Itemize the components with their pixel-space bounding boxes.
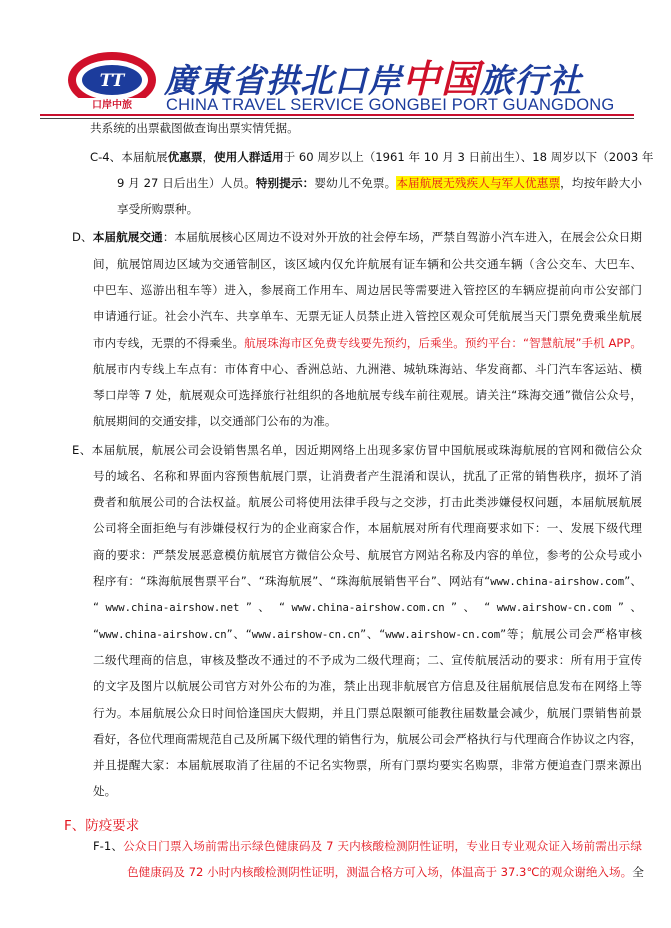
text-line: 并且提醒大家：本届航展取消了往届的不记名实物票，所有门票均要实名购票，非常方便追查门票来源出 — [93, 758, 642, 772]
text-line — [117, 175, 642, 191]
text-line: 看好，各位代理商需规范自己及所属下级代理的销售行为，航展公司会严格执行与代理商合作协议之内容， — [93, 732, 642, 746]
text-line: 航展市内专线上车点有：市体育中心、香洲总站、九洲港、城轨珠海站、华发商都、斗门汽车客运站、横 — [93, 362, 642, 376]
text-line — [93, 335, 642, 351]
text-run: ，均按年龄大小 — [560, 176, 642, 190]
letterhead — [0, 0, 671, 118]
text-line: 享受所购票种。 — [117, 202, 199, 216]
red-notice: 色健康码及 72 小时内核酸检测阴性证明，测温合格方可入场，体温高于 37.3℃的观众谢绝入场。 — [127, 865, 633, 879]
text-line: 费者和航展公司的合法权益。航展公司将使用法律手段与之交涉，打击此类涉嫌侵权问题，本届航展航展 — [93, 495, 642, 509]
text-run: ”、“ — [360, 627, 386, 641]
item-f1 — [93, 838, 642, 854]
text-run: 婴幼儿不免票。 — [314, 176, 397, 190]
red-notice: 公众日门票入场前需出示绿色健康码及 7 天内核酸检测阴性证明，专业日专业观众证入场前需出示绿 — [123, 839, 642, 853]
url-text: www.airshow-cn.com — [496, 602, 612, 614]
text-line: 航展期间的交通安排，以交通部门公布的为准。 — [93, 414, 337, 428]
text-line: 行为。本届航展公众日时间恰逢国庆大假期，并且门票总限额可能教往届数量会减少，航展门票销售前景 — [93, 706, 642, 720]
url-text: www.china-airshow.com — [490, 576, 625, 588]
header-rule-red — [40, 114, 634, 116]
company-name-cn — [164, 48, 582, 103]
text-run: 市内专线，无票的不得乘坐。 — [93, 336, 245, 350]
text-run: ”、“ — [226, 627, 252, 641]
brand-part-a: 廣東省拱北口岸 — [164, 61, 402, 100]
brand-part-b: 中国 — [402, 56, 481, 101]
text-run: F-1、 — [93, 839, 124, 853]
text-line — [127, 864, 642, 880]
text-run: 优惠票 — [167, 150, 203, 164]
text-run: ” 、 “ — [239, 600, 292, 614]
text-line: 中巴车、巡游出租车等）进入，参展商工作用车、周边居民等需要进入管控区的车辆应提前向市公安部门 — [93, 283, 642, 297]
text-run: 程序有：“珠海航展售票平台”、“珠海航展”、“珠海航展销售平台”、网站有“ — [93, 574, 491, 588]
company-logo — [64, 44, 160, 114]
url-text: www.china-airshow.com.cn — [291, 602, 445, 614]
text-run: 全 — [632, 865, 644, 879]
text-line: 间，航展馆周边区域为交通管制区，该区域内仅允许航展有证车辆和公共交通车辆（含公交车、大巴车、 — [93, 257, 642, 271]
highlighted-notice: 本届航展无残疾人与军人优惠票 — [396, 176, 561, 190]
text-line: 商的要求：严禁发展恶意模仿航展官方微信公众号、航展官方网站名称及内容的单位，参考的公众号或小 — [93, 548, 642, 562]
text-line — [93, 626, 642, 643]
text-line: 二级代理商的信息，审核及整改不通过的不予成为二级代理商；二、宣传航展活动的要求：所有用于宣传 — [93, 653, 642, 667]
text-run: 本届航展交通 — [92, 230, 163, 244]
text-line: 号的域名、名称和界面内容预售航展门票，让消费者产生混淆和误认，扰乱了正常的销售秩序，损坏了消 — [93, 469, 642, 483]
brand-part-c: 旅行社 — [480, 61, 583, 100]
text-run: “ — [93, 627, 100, 641]
company-name-en: CHINA TRAVEL SERVICE GONGBEI PORT GUANGDONG — [166, 96, 615, 114]
text-line: 共系统的出票截图做查询出票实情凭据。 — [90, 121, 299, 135]
text-line: 琴口岸等 7 处，航展观众可选择旅行社组织的各地航展专线车前往观展。请关注“珠海交通”微信公众号， — [93, 388, 642, 402]
text-line — [93, 573, 642, 590]
url-text: www.airshow-cn.com — [385, 629, 501, 641]
text-line — [93, 599, 642, 616]
red-notice: 航展珠海市区免费专线要先预约，后乘坐。预约平台：“智慧航展”手机 APP。 — [244, 336, 642, 350]
text-run: ” 、 — [611, 600, 642, 614]
logo-sub-text: 口岸中旅 — [92, 100, 132, 111]
section-title-f: F、防疫要求 — [64, 818, 140, 834]
url-text: www.airshow-cn.cn — [251, 629, 361, 641]
text-run: ”、 — [624, 574, 642, 588]
text-run: 特别提示： — [255, 176, 315, 190]
text-run: 于 60 周岁以上（1961 年 10 月 3 日前出生）、18 周岁以下（2003 年 — [283, 150, 654, 164]
text-run: 使用人群适用 — [214, 150, 284, 164]
item-d — [72, 229, 642, 245]
logo-mark-text: TT — [99, 71, 125, 91]
text-run: ：本届航展核心区周边不设对外开放的社会停车场，严禁自驾游小汽车进入，在展会公众日期 — [162, 230, 642, 244]
text-run: D、 — [72, 230, 93, 244]
text-run: ”等；航展公司会严格审核 — [500, 627, 643, 641]
text-run: C-4、本届航展 — [90, 150, 168, 164]
text-run: ， — [202, 150, 215, 164]
text-line: 的文字及图片以航展公司官方对外公布的为准，禁止出现非航展官方信息及往届航展信息发布在网络上等 — [93, 679, 642, 693]
text-run: 9 月 27 日后出生）人员。 — [117, 176, 256, 190]
url-text: www.china-airshow.cn — [99, 629, 227, 641]
item-e: E、本届航展，航展公司会设销售黑名单，因近期网络上出现多家仿冒中国航展或珠海航展的官网和微信公众 — [72, 443, 642, 457]
text-line: 公司将全面拒绝与有涉嫌侵权行为的企业商家合作，本届航展对所有代理商要求如下：一、发展下级代理 — [93, 521, 642, 535]
header-rule-black — [40, 118, 634, 119]
text-run: ” 、 “ — [444, 600, 497, 614]
text-line: 处。 — [93, 784, 117, 798]
item-c4 — [90, 149, 654, 165]
url-text: www.china-airshow.net — [105, 602, 240, 614]
text-run: “ — [93, 600, 106, 614]
text-line: 申请通行证。社会小汽车、共享单车、无票无证人员禁止进入管控区观众可凭航展当天门票免费乘坐航展 — [93, 309, 642, 323]
